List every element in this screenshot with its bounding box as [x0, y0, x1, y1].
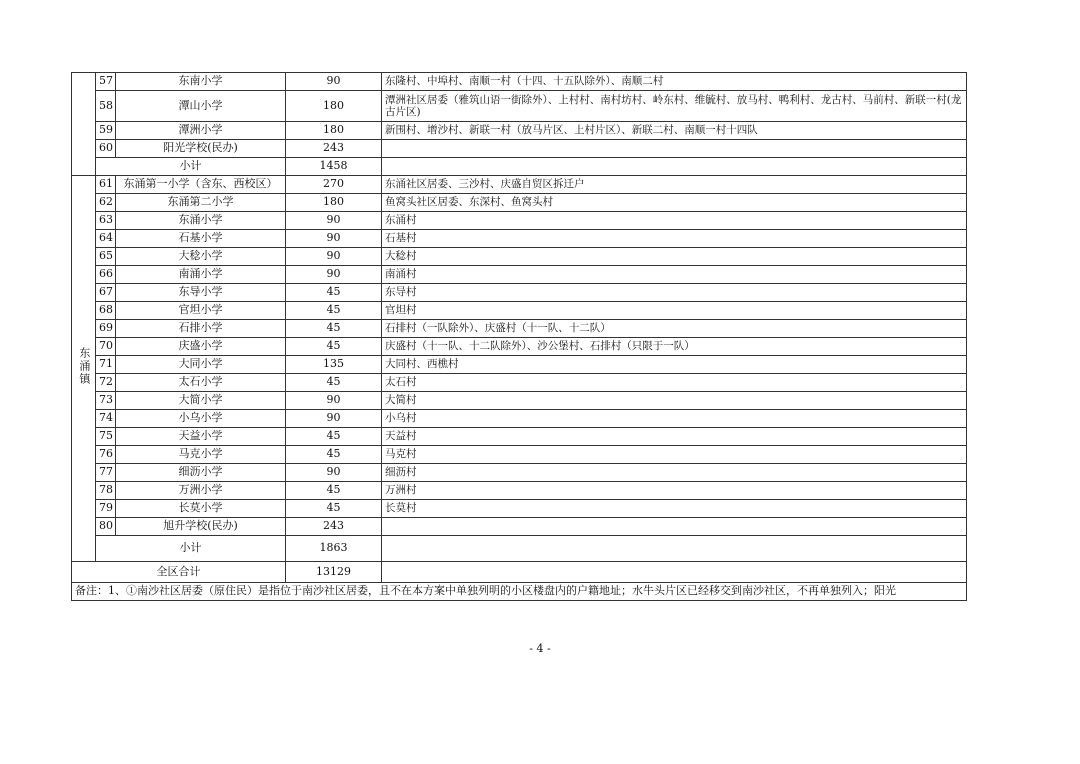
enrollment-quota: 180 — [286, 194, 382, 212]
table-row — [72, 248, 967, 266]
enrollment-area: 石基村 — [382, 230, 967, 248]
table-row — [72, 230, 967, 248]
enrollment-quota: 45 — [286, 284, 382, 302]
row-number: 72 — [96, 374, 116, 392]
enrollment-quota: 90 — [286, 212, 382, 230]
table-row — [72, 410, 967, 428]
enrollment-quota: 270 — [286, 176, 382, 194]
table-row — [72, 464, 967, 482]
row-number: 64 — [96, 230, 116, 248]
row-number: 61 — [96, 176, 116, 194]
note-row — [72, 583, 967, 601]
enrollment-area: 石排村（一队除外）、庆盛村（十一队、十二队） — [382, 320, 967, 338]
row-number: 57 — [96, 73, 116, 91]
subtotal-area — [382, 536, 967, 562]
enrollment-quota: 45 — [286, 500, 382, 518]
enrollment-area — [382, 140, 967, 158]
school-name: 东导小学 — [116, 284, 286, 302]
school-name: 潭山小学 — [116, 91, 286, 122]
table-row — [72, 518, 967, 536]
school-name: 旭升学校(民办) — [116, 518, 286, 536]
school-name: 万洲小学 — [116, 482, 286, 500]
enrollment-area: 万洲村 — [382, 482, 967, 500]
school-name: 大稔小学 — [116, 248, 286, 266]
enrollment-quota: 90 — [286, 248, 382, 266]
table-row — [72, 482, 967, 500]
subtotal-label: 小计 — [96, 536, 286, 562]
subtotal-area — [382, 158, 967, 176]
note-text: 备注：1、①南沙社区居委（原住民）是指位于南沙社区居委，且不在本方案中单独列明的小区楼盘内的户籍地址；水牛头片区已经移交到南沙社区，不再单独列入；阳光 — [72, 583, 967, 601]
enrollment-area: 大同村、西樵村 — [382, 356, 967, 374]
enrollment-quota: 45 — [286, 320, 382, 338]
town-cell — [72, 176, 96, 562]
row-number: 80 — [96, 518, 116, 536]
row-number: 78 — [96, 482, 116, 500]
school-name: 小乌小学 — [116, 410, 286, 428]
row-number: 60 — [96, 140, 116, 158]
enrollment-area: 长莫村 — [382, 500, 967, 518]
table-row — [72, 320, 967, 338]
row-number: 63 — [96, 212, 116, 230]
table-row — [72, 266, 967, 284]
row-number: 77 — [96, 464, 116, 482]
school-name: 东涌小学 — [116, 212, 286, 230]
row-number: 71 — [96, 356, 116, 374]
row-number: 69 — [96, 320, 116, 338]
enrollment-area: 鱼窝头社区居委、东深村、鱼窝头村 — [382, 194, 967, 212]
row-number: 70 — [96, 338, 116, 356]
enrollment-quota: 90 — [286, 73, 382, 91]
school-name: 细沥小学 — [116, 464, 286, 482]
table-row — [72, 73, 967, 91]
table-row — [72, 392, 967, 410]
table-row — [72, 194, 967, 212]
school-name: 太石小学 — [116, 374, 286, 392]
subtotal-value: 1863 — [286, 536, 382, 562]
enrollment-area: 东隆村、中埠村、南顺一村（十四、十五队除外）、南顺二村 — [382, 73, 967, 91]
school-name: 石基小学 — [116, 230, 286, 248]
grand-total-area — [382, 562, 967, 583]
enrollment-quota: 45 — [286, 446, 382, 464]
enrollment-quota: 180 — [286, 91, 382, 122]
enrollment-area: 太石村 — [382, 374, 967, 392]
enrollment-area: 细沥村 — [382, 464, 967, 482]
table-row — [72, 446, 967, 464]
school-name: 天益小学 — [116, 428, 286, 446]
table-row — [72, 428, 967, 446]
row-number: 65 — [96, 248, 116, 266]
row-number: 76 — [96, 446, 116, 464]
school-name: 大简小学 — [116, 392, 286, 410]
page-number: - 4 - — [529, 642, 551, 655]
table-row — [72, 176, 967, 194]
row-number: 62 — [96, 194, 116, 212]
school-name: 南涌小学 — [116, 266, 286, 284]
school-name: 长莫小学 — [116, 500, 286, 518]
row-number: 74 — [96, 410, 116, 428]
enrollment-area: 东涌村 — [382, 212, 967, 230]
table-row — [72, 140, 967, 158]
grand-total-row — [72, 562, 967, 583]
table-row — [72, 284, 967, 302]
subtotal-label: 小计 — [96, 158, 286, 176]
enrollment-area: 新围村、增沙村、新联一村（放马片区、上村片区）、新联二村、南顺一村十四队 — [382, 122, 967, 140]
enrollment-area: 官坦村 — [382, 302, 967, 320]
town-name: 东涌镇 — [77, 347, 91, 387]
school-name: 官坦小学 — [116, 302, 286, 320]
row-number: 73 — [96, 392, 116, 410]
grand-total-label: 全区合计 — [72, 562, 286, 583]
school-name: 东涌第一小学（含东、西校区） — [116, 176, 286, 194]
school-name: 庆盛小学 — [116, 338, 286, 356]
table-row — [72, 374, 967, 392]
table-row — [72, 122, 967, 140]
table-row — [72, 338, 967, 356]
subtotal-value: 1458 — [286, 158, 382, 176]
school-name: 马克小学 — [116, 446, 286, 464]
row-number: 59 — [96, 122, 116, 140]
enrollment-quota: 243 — [286, 518, 382, 536]
school-name: 东南小学 — [116, 73, 286, 91]
subtotal-row — [72, 536, 967, 562]
table-row — [72, 500, 967, 518]
table-row — [72, 356, 967, 374]
enrollment-area: 大简村 — [382, 392, 967, 410]
enrollment-quota: 45 — [286, 482, 382, 500]
enrollment-area: 庆盛村（十一队、十二队除外）、沙公堡村、石排村（只限于一队） — [382, 338, 967, 356]
enrollment-quota: 90 — [286, 266, 382, 284]
enrollment-quota: 243 — [286, 140, 382, 158]
grand-total-value: 13129 — [286, 562, 382, 583]
enrollment-area: 小乌村 — [382, 410, 967, 428]
enrollment-area: 马克村 — [382, 446, 967, 464]
row-number: 79 — [96, 500, 116, 518]
enrollment-quota: 90 — [286, 230, 382, 248]
enrollment-quota: 135 — [286, 356, 382, 374]
enrollment-quota: 90 — [286, 392, 382, 410]
school-name: 石排小学 — [116, 320, 286, 338]
enrollment-quota: 45 — [286, 302, 382, 320]
row-number: 66 — [96, 266, 116, 284]
enrollment-quota: 45 — [286, 374, 382, 392]
row-number: 75 — [96, 428, 116, 446]
school-name: 东涌第二小学 — [116, 194, 286, 212]
enrollment-quota: 45 — [286, 428, 382, 446]
enrollment-area: 东导村 — [382, 284, 967, 302]
table-row — [72, 302, 967, 320]
table-row — [72, 212, 967, 230]
row-number: 68 — [96, 302, 116, 320]
subtotal-row — [72, 158, 967, 176]
row-number: 67 — [96, 284, 116, 302]
enrollment-area: 潭洲社区居委（雅筑山语一街除外）、上村村、南村坊村、岭东村、维毓村、放马村、鸭利村、龙古村、马前村、新联一村(龙古片区) — [382, 91, 967, 122]
enrollment-area: 天益村 — [382, 428, 967, 446]
enrollment-quota: 90 — [286, 464, 382, 482]
enrollment-area: 南涌村 — [382, 266, 967, 284]
school-name: 大同小学 — [116, 356, 286, 374]
enrollment-area — [382, 518, 967, 536]
enrollment-area: 东涌社区居委、三沙村、庆盛自贸区拆迁户 — [382, 176, 967, 194]
town-cell — [72, 73, 96, 176]
school-name: 潭洲小学 — [116, 122, 286, 140]
school-zoning-table — [71, 72, 967, 601]
school-name: 阳光学校(民办) — [116, 140, 286, 158]
table-row — [72, 91, 967, 122]
enrollment-quota: 45 — [286, 338, 382, 356]
enrollment-quota: 180 — [286, 122, 382, 140]
enrollment-quota: 90 — [286, 410, 382, 428]
enrollment-area: 大稔村 — [382, 248, 967, 266]
row-number: 58 — [96, 91, 116, 122]
